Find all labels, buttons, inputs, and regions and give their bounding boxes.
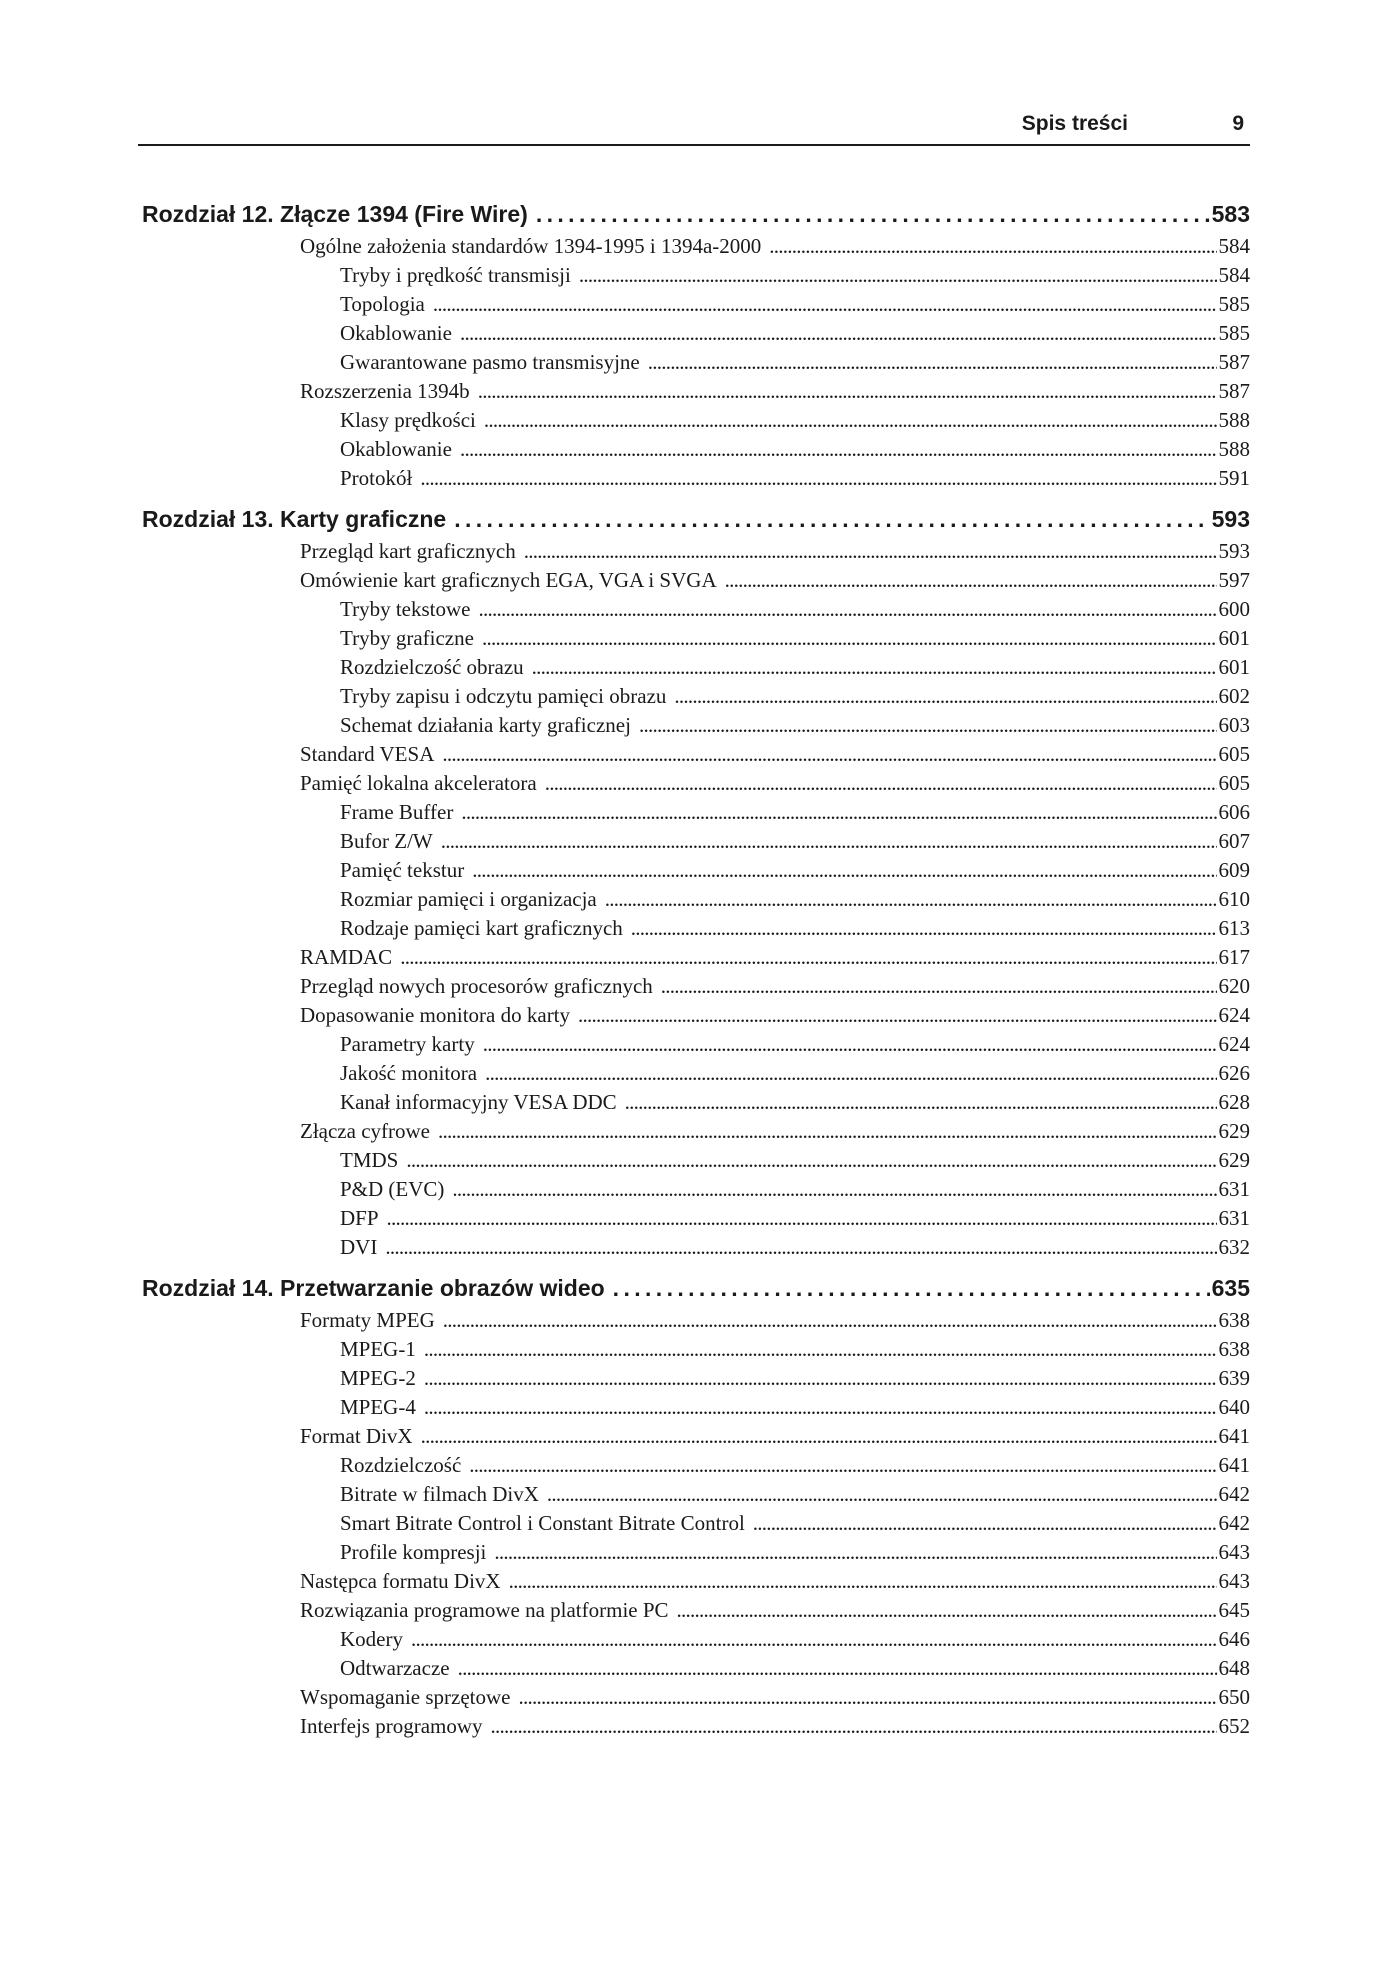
entry-title: Rozwiązania programowe na platformie PC xyxy=(300,1598,669,1622)
entry-title: TMDS xyxy=(340,1148,399,1172)
entry-title: Klasy prędkości xyxy=(340,408,476,432)
dot-leader xyxy=(753,1509,1217,1538)
dot-leader xyxy=(472,856,1216,885)
entry-page-number: 588 xyxy=(1218,408,1250,432)
entry-page-number: 620 xyxy=(1218,974,1250,998)
entry-title: Parametry karty xyxy=(340,1032,475,1056)
chapter-block xyxy=(142,501,1250,1262)
entry-title: Dopasowanie monitora do karty xyxy=(300,1003,571,1027)
dot-leader xyxy=(532,653,1217,682)
entry-title: Rozmiar pamięci i organizacja xyxy=(340,887,597,911)
dot-leader xyxy=(438,1117,1217,1146)
entry-page-number: 641 xyxy=(1218,1453,1250,1477)
dot-leader xyxy=(433,290,1217,319)
entry-page-number: 600 xyxy=(1218,597,1250,621)
entry-page-number: 629 xyxy=(1218,1148,1250,1172)
toc-subentry xyxy=(142,319,1250,348)
dot-leader xyxy=(385,1233,1216,1262)
chapter-title: Rozdział 12. Złącze 1394 (Fire Wire) xyxy=(142,201,528,227)
entry-page-number: 641 xyxy=(1218,1424,1250,1448)
entry-page-number: 632 xyxy=(1218,1235,1250,1259)
entry-page-number: 629 xyxy=(1218,1119,1250,1143)
toc-subentry xyxy=(142,1538,1250,1567)
entry-title: Tryby i prędkość transmisji xyxy=(340,263,571,287)
entry-page-number: 584 xyxy=(1218,234,1250,258)
entry-title: Kanał informacyjny VESA DDC xyxy=(340,1090,617,1114)
chapter-title: Rozdział 13. Karty graficzne xyxy=(142,506,447,532)
entry-title: Tryby graficzne xyxy=(340,626,474,650)
entry-page-number: 642 xyxy=(1218,1482,1250,1506)
toc-subentry xyxy=(142,290,1250,319)
entry-page-number: 638 xyxy=(1218,1337,1250,1361)
table-of-contents xyxy=(142,196,1250,1749)
entry-title: Formaty MPEG xyxy=(300,1308,435,1332)
dot-leader xyxy=(460,319,1217,348)
entry-title: MPEG-1 xyxy=(340,1337,416,1361)
dot-leader xyxy=(387,1204,1217,1233)
dot-leader xyxy=(494,1538,1216,1567)
toc-subentry xyxy=(142,1451,1250,1480)
entry-title: Format DivX xyxy=(300,1424,413,1448)
dot-leader xyxy=(484,406,1217,435)
entry-title: Jakość monitora xyxy=(340,1061,478,1085)
entry-title: RAMDAC xyxy=(300,945,393,969)
toc-subentry xyxy=(142,711,1250,740)
dot-leader xyxy=(524,537,1217,566)
entry-page-number: 639 xyxy=(1218,1366,1250,1390)
dot-leader xyxy=(421,1422,1217,1451)
toc-subentry xyxy=(142,1654,1250,1683)
toc-subentry xyxy=(142,856,1250,885)
toc-entry xyxy=(142,1001,1250,1030)
toc-subentry xyxy=(142,595,1250,624)
dot-leader xyxy=(442,740,1216,769)
toc-subentry xyxy=(142,1393,1250,1422)
entry-title: Pamięć tekstur xyxy=(340,858,465,882)
entry-title: Rodzaje pamięci kart graficznych xyxy=(340,916,623,940)
toc-subentry xyxy=(142,624,1250,653)
running-header xyxy=(138,112,1250,146)
dot-leader xyxy=(661,972,1217,1001)
dot-leader xyxy=(674,682,1216,711)
dot-leader xyxy=(461,798,1216,827)
entry-title: Frame Buffer xyxy=(340,800,454,824)
dot-leader xyxy=(536,196,1210,232)
entry-title: P&D (EVC) xyxy=(340,1177,445,1201)
chapter-heading xyxy=(142,501,1250,537)
dot-leader xyxy=(406,1146,1216,1175)
entry-page-number: 624 xyxy=(1218,1032,1250,1056)
dot-leader xyxy=(677,1596,1217,1625)
dot-leader xyxy=(441,827,1217,856)
entry-page-number: 603 xyxy=(1218,713,1250,737)
entry-page-number: 609 xyxy=(1218,858,1250,882)
toc-entry xyxy=(142,537,1250,566)
toc-subentry xyxy=(142,1088,1250,1117)
entry-page-number: 646 xyxy=(1218,1627,1250,1651)
toc-subentry xyxy=(142,827,1250,856)
dot-leader xyxy=(639,711,1217,740)
entry-title: Kodery xyxy=(340,1627,403,1651)
dot-leader xyxy=(485,1059,1216,1088)
entry-page-number: 645 xyxy=(1218,1598,1250,1622)
entry-title: Złącza cyfrowe xyxy=(300,1119,430,1143)
toc-subentry xyxy=(142,682,1250,711)
entry-page-number: 610 xyxy=(1218,887,1250,911)
toc-subentry xyxy=(142,798,1250,827)
toc-subentry xyxy=(142,914,1250,943)
dot-leader xyxy=(460,435,1217,464)
toc-subentry xyxy=(142,261,1250,290)
dot-leader xyxy=(605,885,1217,914)
dot-leader xyxy=(631,914,1217,943)
dot-leader xyxy=(411,1625,1217,1654)
toc-subentry xyxy=(142,1146,1250,1175)
dot-leader xyxy=(578,1001,1216,1030)
entry-page-number: 584 xyxy=(1218,263,1250,287)
entry-title: Schemat działania karty graficznej xyxy=(340,713,631,737)
entry-title: Rozszerzenia 1394b xyxy=(300,379,470,403)
entry-title: MPEG-2 xyxy=(340,1366,416,1390)
entry-page-number: 642 xyxy=(1218,1511,1250,1535)
dot-leader xyxy=(648,348,1217,377)
dot-leader xyxy=(545,769,1217,798)
dot-leader xyxy=(478,377,1217,406)
toc-entry xyxy=(142,232,1250,261)
chapter-block xyxy=(142,196,1250,493)
entry-title: Pamięć lokalna akceleratora xyxy=(300,771,537,795)
dot-leader xyxy=(509,1567,1217,1596)
toc-subentry xyxy=(142,1335,1250,1364)
chapter-heading xyxy=(142,1270,1250,1306)
dot-leader xyxy=(469,1451,1216,1480)
toc-subentry xyxy=(142,1204,1250,1233)
toc-subentry xyxy=(142,885,1250,914)
entry-title: Rozdzielczość xyxy=(340,1453,462,1477)
entry-page-number: 605 xyxy=(1218,771,1250,795)
entry-page-number: 601 xyxy=(1218,626,1250,650)
toc-entry xyxy=(142,1596,1250,1625)
entry-page-number: 588 xyxy=(1218,437,1250,461)
entry-title: Odtwarzacze xyxy=(340,1656,450,1680)
entry-page-number: 648 xyxy=(1218,1656,1250,1680)
entry-page-number: 585 xyxy=(1218,321,1250,345)
entry-page-number: 591 xyxy=(1218,466,1250,490)
dot-leader xyxy=(420,464,1216,493)
entry-page-number: 650 xyxy=(1218,1685,1250,1709)
entry-page-number: 638 xyxy=(1218,1308,1250,1332)
toc-entry xyxy=(142,972,1250,1001)
entry-page-number: 607 xyxy=(1218,829,1250,853)
toc-entry xyxy=(142,1712,1250,1741)
dot-leader xyxy=(443,1306,1217,1335)
toc-subentry xyxy=(142,1030,1250,1059)
toc-entry xyxy=(142,1306,1250,1335)
chapter-block xyxy=(142,1270,1250,1741)
toc-entry xyxy=(142,566,1250,595)
entry-title: Tryby tekstowe xyxy=(340,597,471,621)
toc-subentry xyxy=(142,1480,1250,1509)
dot-leader xyxy=(613,1270,1210,1306)
entry-page-number: 626 xyxy=(1218,1061,1250,1085)
entry-page-number: 640 xyxy=(1218,1395,1250,1419)
toc-subentry xyxy=(142,348,1250,377)
toc-entry xyxy=(142,1683,1250,1712)
toc-subentry xyxy=(142,435,1250,464)
entry-title: DFP xyxy=(340,1206,379,1230)
entry-title: Standard VESA xyxy=(300,742,435,766)
toc-subentry xyxy=(142,1175,1250,1204)
chapter-heading xyxy=(142,196,1250,232)
dot-leader xyxy=(625,1088,1217,1117)
entry-page-number: 617 xyxy=(1218,945,1250,969)
entry-title: Przegląd kart graficznych xyxy=(300,539,516,563)
toc-subentry xyxy=(142,1509,1250,1538)
dot-leader xyxy=(547,1480,1217,1509)
entry-title: Przegląd nowych procesorów graficznych xyxy=(300,974,653,998)
entry-page-number: 605 xyxy=(1218,742,1250,766)
entry-page-number: 593 xyxy=(1218,539,1250,563)
toc-subentry xyxy=(142,1364,1250,1393)
entry-page-number: 585 xyxy=(1218,292,1250,316)
dot-leader xyxy=(400,943,1216,972)
dot-leader xyxy=(458,1654,1217,1683)
entry-page-number: 597 xyxy=(1218,568,1250,592)
toc-entry xyxy=(142,769,1250,798)
toc-subentry xyxy=(142,1233,1250,1262)
section-title: Spis treści xyxy=(1021,112,1128,135)
dot-leader xyxy=(579,261,1217,290)
entry-title: Gwarantowane pasmo transmisyjne xyxy=(340,350,640,374)
dot-leader xyxy=(452,1175,1216,1204)
toc-subentry xyxy=(142,1625,1250,1654)
entry-title: Smart Bitrate Control i Constant Bitrate Control xyxy=(340,1511,745,1535)
dot-leader xyxy=(769,232,1216,261)
dot-leader xyxy=(478,595,1216,624)
dot-leader xyxy=(483,1030,1217,1059)
chapter-page-number: 593 xyxy=(1211,506,1250,532)
entry-title: DVI xyxy=(340,1235,378,1259)
entry-page-number: 606 xyxy=(1218,800,1250,824)
entry-title: Bufor Z/W xyxy=(340,829,433,853)
entry-title: Rozdzielczość obrazu xyxy=(340,655,524,679)
toc-entry xyxy=(142,377,1250,406)
entry-title: Okablowanie xyxy=(340,321,452,345)
entry-title: Tryby zapisu i odczytu pamięci obrazu xyxy=(340,684,667,708)
dot-leader xyxy=(424,1335,1217,1364)
entry-page-number: 643 xyxy=(1218,1540,1250,1564)
toc-entry xyxy=(142,1567,1250,1596)
toc-subentry xyxy=(142,653,1250,682)
entry-title: MPEG-4 xyxy=(340,1395,416,1419)
chapter-page-number: 583 xyxy=(1211,201,1250,227)
entry-title: Wspomaganie sprzętowe xyxy=(300,1685,511,1709)
entry-page-number: 613 xyxy=(1218,916,1250,940)
toc-entry xyxy=(142,1117,1250,1146)
entry-page-number: 587 xyxy=(1218,350,1250,374)
toc-subentry xyxy=(142,1059,1250,1088)
entry-title: Okablowanie xyxy=(340,437,452,461)
toc-entry xyxy=(142,1422,1250,1451)
chapter-page-number: 635 xyxy=(1211,1275,1250,1301)
entry-title: Interfejs programowy xyxy=(300,1714,483,1738)
dot-leader xyxy=(491,1712,1217,1741)
entry-page-number: 631 xyxy=(1218,1206,1250,1230)
page-number: 9 xyxy=(1232,112,1244,135)
dot-leader xyxy=(424,1393,1217,1422)
toc-entry xyxy=(142,740,1250,769)
entry-page-number: 602 xyxy=(1218,684,1250,708)
entry-page-number: 624 xyxy=(1218,1003,1250,1027)
entry-page-number: 631 xyxy=(1218,1177,1250,1201)
entry-title: Ogólne założenia standardów 1394-1995 i 1394a-2000 xyxy=(300,234,762,258)
entry-title: Omówienie kart graficznych EGA, VGA i SVGA xyxy=(300,568,717,592)
entry-title: Profile kompresji xyxy=(340,1540,487,1564)
entry-page-number: 601 xyxy=(1218,655,1250,679)
toc-subentry xyxy=(142,406,1250,435)
dot-leader xyxy=(482,624,1217,653)
entry-title: Protokół xyxy=(340,466,413,490)
dot-leader xyxy=(424,1364,1217,1393)
entry-title: Bitrate w filmach DivX xyxy=(340,1482,539,1506)
entry-page-number: 652 xyxy=(1218,1714,1250,1738)
entry-page-number: 587 xyxy=(1218,379,1250,403)
entry-title: Topologia xyxy=(340,292,425,316)
entry-page-number: 643 xyxy=(1218,1569,1250,1593)
toc-entry xyxy=(142,943,1250,972)
dot-leader xyxy=(725,566,1217,595)
entry-title: Następca formatu DivX xyxy=(300,1569,501,1593)
toc-subentry xyxy=(142,464,1250,493)
entry-page-number: 628 xyxy=(1218,1090,1250,1114)
chapter-title: Rozdział 14. Przetwarzanie obrazów wideo xyxy=(142,1275,605,1301)
dot-leader xyxy=(454,501,1209,537)
dot-leader xyxy=(519,1683,1217,1712)
